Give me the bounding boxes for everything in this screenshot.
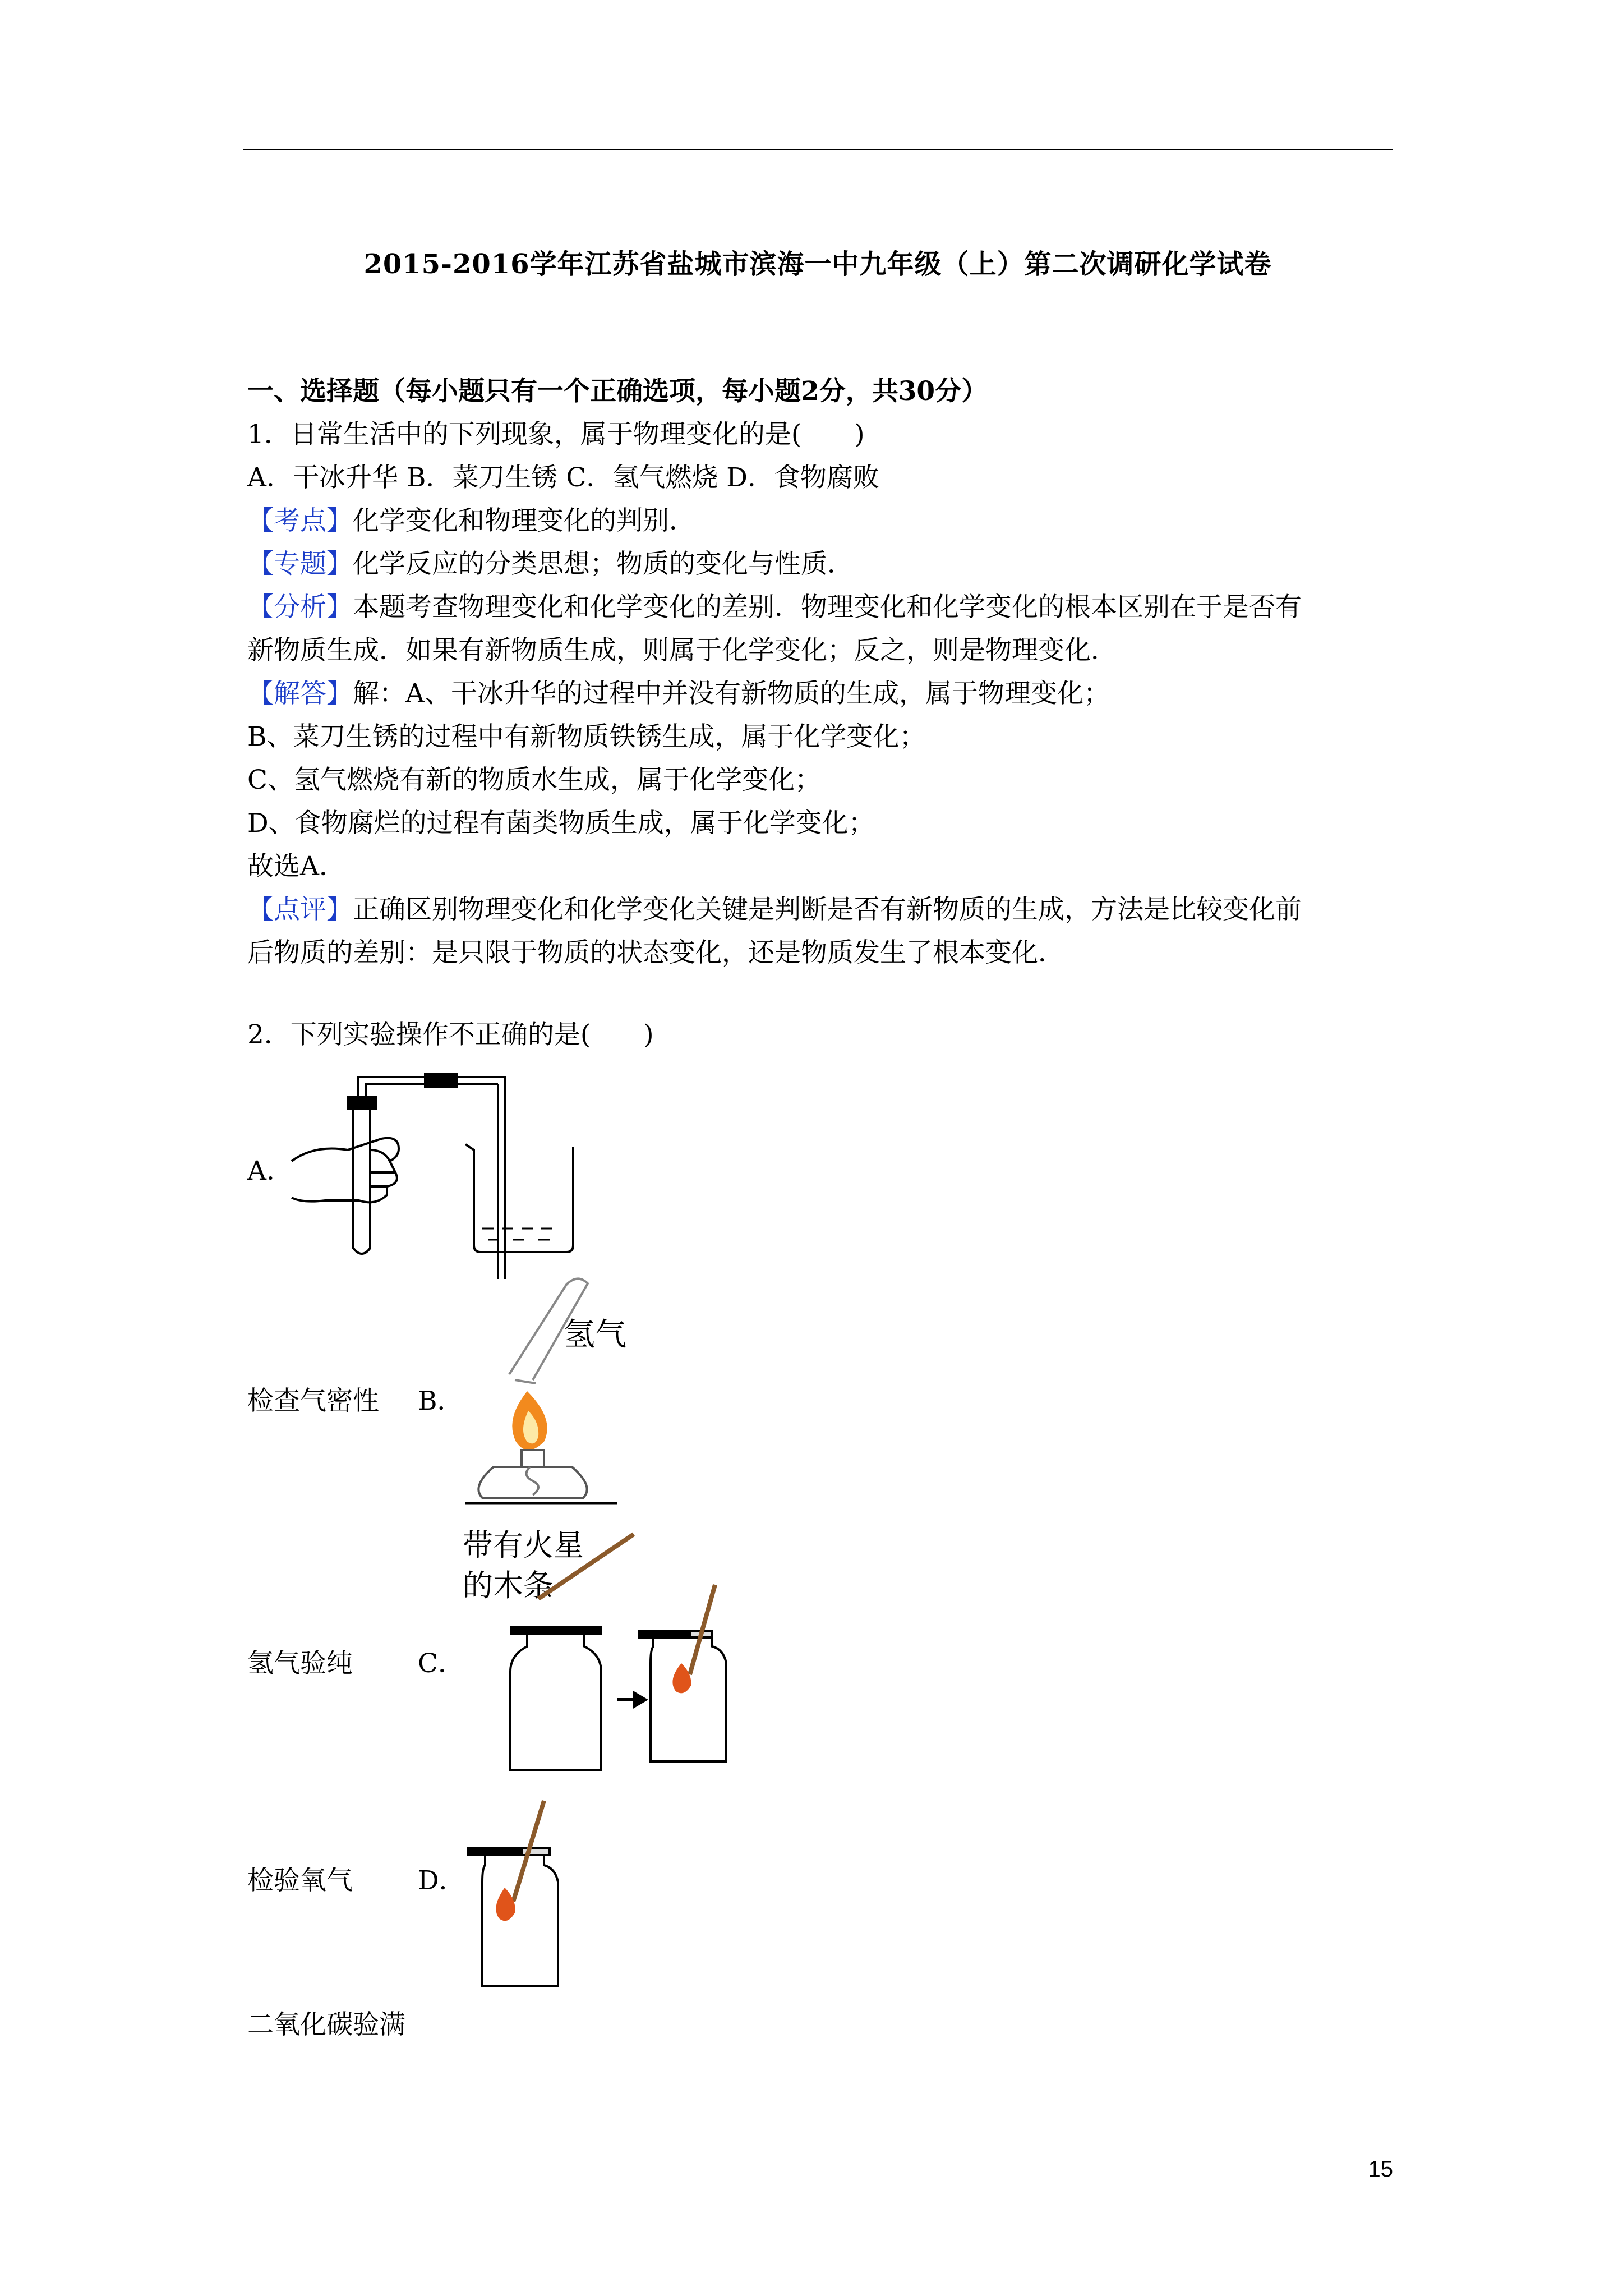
dianping-text-2: 后物质的差别：是只限于物质的状态变化，还是物质发生了根本变化．: [247, 937, 1064, 968]
kaodian-tag: 【考点】: [247, 505, 353, 536]
ember-label-1: 带有火星: [463, 1527, 584, 1563]
dianping-text-1: 正确区别物理变化和化学变化关键是判断是否有新物质的生成，方法是比较变化前: [353, 894, 1302, 925]
option-a-caption: 检查气密性: [247, 1386, 379, 1416]
zhuanti-text: 化学反应的分类思想；物质的变化与性质．: [353, 549, 854, 579]
option-b-letter: B．: [418, 1386, 464, 1416]
fenxi-text-2: 新物质生成．如果有新物质生成，则属于化学变化；反之，则是物理变化．: [247, 635, 1117, 666]
kaodian-text: 化学变化和物理变化的判别．: [353, 505, 695, 536]
page-number: 15: [1368, 2157, 1393, 2182]
hydrogen-purity-figure: [460, 1273, 628, 1509]
fenxi-text-1: 本题考查物理变化和化学变化的差别．物理变化和化学变化的根本区别在于是否有: [353, 592, 1302, 623]
section-heading: 一、选择题（每小题只有一个正确选项，每小题2分，共30分）: [247, 376, 988, 407]
option-b-caption: 氢气验纯: [247, 1648, 353, 1679]
option-d-letter: D．: [418, 1865, 465, 1896]
dianping-tag: 【点评】: [247, 894, 353, 925]
page-title: 2015-2016学年江苏省盐城市滨海一中九年级（上）第二次调研化学试卷: [363, 249, 1272, 280]
jieda-text-4: D、食物腐烂的过程有菌类物质生成，属于化学变化；: [247, 808, 875, 839]
zhuanti-tag: 【专题】: [247, 549, 353, 579]
option-c-letter: C．: [418, 1648, 464, 1679]
q1-dianping: [247, 893, 1302, 927]
q1-stem: 1．日常生活中的下列现象，属于物理变化的是( ): [247, 419, 865, 450]
co2-full-check-figure: [465, 1795, 578, 1997]
q1-options: A．干冰升华 B．菜刀生锈 C．氢气燃烧 D．食物腐败: [247, 462, 879, 493]
fenxi-tag: 【分析】: [247, 592, 353, 623]
jieda-tag: 【解答】: [247, 678, 353, 709]
jieda-text-2: B、菜刀生锈的过程中有新物质铁锈生成，属于化学变化；: [247, 721, 926, 752]
option-a-letter: A．: [247, 1156, 293, 1186]
option-c-caption: 检验氧气: [247, 1865, 353, 1896]
q1-zhuanti: [247, 547, 854, 581]
jieda-text-3: C、氢气燃烧有新的物质水生成，属于化学变化；: [247, 765, 821, 795]
ember-label-2: 的木条: [463, 1568, 554, 1603]
q2-stem: 2．下列实验操作不正确的是( ): [247, 1019, 654, 1050]
hydrogen-label: 氢气: [564, 1317, 626, 1353]
jieda-text-5: 故选A．: [247, 851, 345, 882]
q1-jieda: [247, 677, 1110, 711]
jieda-text-1: 解：A、干冰升华的过程中并没有新物质的生成，属于物理变化；: [353, 678, 1110, 709]
q1-kaodian: [247, 504, 695, 538]
q1-fenxi: [247, 591, 1302, 624]
option-d-caption: 二氧化碳验满: [247, 2009, 405, 2040]
oxygen-test-figure: [499, 1534, 751, 1781]
airtight-check-figure: [292, 1066, 606, 1268]
header-rule: [243, 149, 1393, 150]
